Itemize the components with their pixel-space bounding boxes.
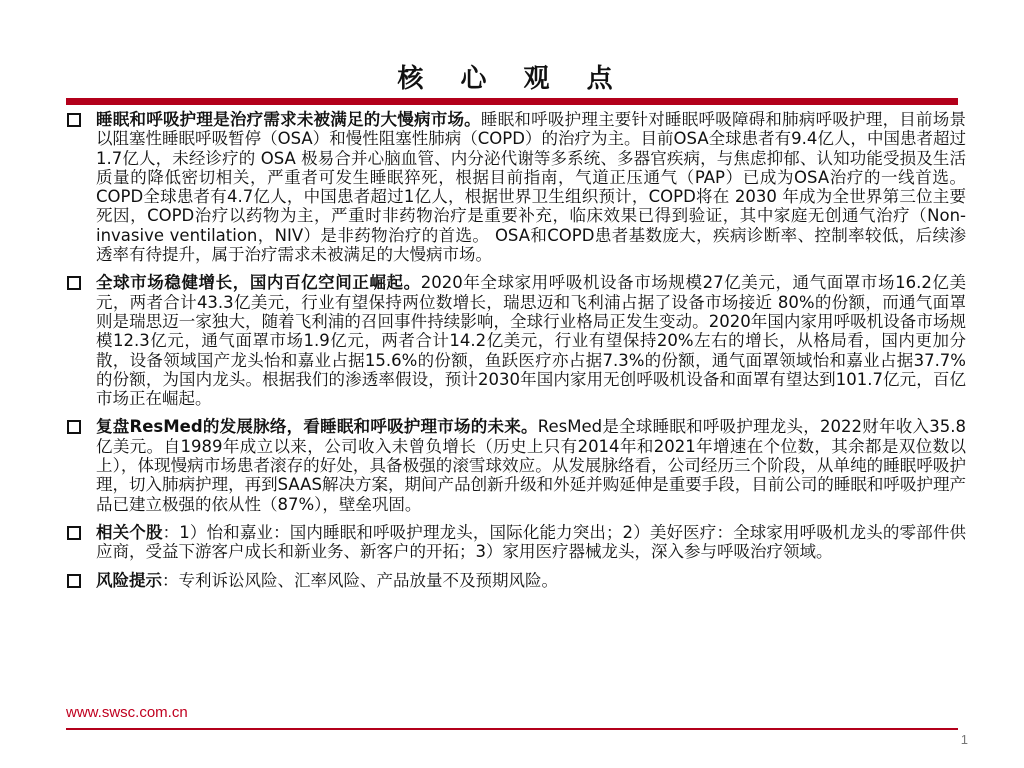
- bullet-item: [66, 417, 966, 513]
- checkbox-square-icon: [67, 574, 81, 588]
- checkbox-square-icon: [67, 526, 81, 540]
- footer-divider: [66, 728, 958, 730]
- bullet-title: 全球市场稳健增长，国内百亿空间正崛起。: [96, 273, 421, 293]
- bullet-body: 睡眠和呼吸护理主要针对睡眠呼吸障碍和肺病呼吸护理，目前场景以阻塞性睡眠呼吸暂停（OSA）和慢性阻塞性肺病（COPD）的治疗为主。目前OSA全球患者有9.4亿人，中国患者超过1.7亿人，未经诊疗的 OSA 极易合并心脑血管、内分泌代谢等多系统、多器官疾病，与焦虑抑郁、认知功能受损及生活质量的降低密切相关，严重者可发生睡眠猝死，根据目前指南，气道正压通气（PAP）已成为OSA治疗的一线首选。COPD全球患者有4.7亿人，中国患者超过1亿人，根据世界卫生组织预计，COPD将在 2030 年成为全世界第三位主要死因，COPD治疗以药物为主，严重时非药物治疗是重要补充，临床效果已得到验证，其中家庭无创通气治疗（Non-invasive ventilation，NIV）是非药物治疗的首选。 OSA和COPD患者基数庞大，疾病诊断率、控制率较低，后续渗透率有待提升，属于治疗需求未被满足的大慢病市场。: [96, 110, 967, 265]
- bullet-body: ：1）怡和嘉业：国内睡眠和呼吸护理龙头，国际化能力突出；2）美好医疗：全球家用呼吸机龙头的零部件供应商，受益下游客户成长和新业务、新客户的开拓；3）家用医疗器械龙头，深入参与呼吸治疗领域。: [96, 522, 967, 562]
- bullet-title: 风险提示: [96, 570, 162, 590]
- footer-website-link[interactable]: www.swsc.com.cn: [66, 704, 188, 721]
- bullet-title: 睡眠和呼吸护理是治疗需求未被满足的大慢病市场。: [96, 110, 481, 129]
- bullet-body: ResMed是全球睡眠和呼吸护理龙头，2022财年收入35.8亿美元。自1989年成立以来，公司收入未曾负增长（历史上只有2014年和2021年增速在个位数，其余都是双位数以上），体现慢病市场患者滚存的好处，具备极强的滚雪球效应。从发展脉络看，公司经历三个阶段，从单纯的睡眠呼吸护理，切入肺病护理，再到SAAS解决方案，期间产品创新升级和外延并购延伸是重要手段，目前公司的睡眠和呼吸护理产品已建立极强的依从性（87%），壁垒巩固。: [96, 417, 967, 514]
- bullet-title: 相关个股: [96, 522, 163, 542]
- bullet-item: [66, 110, 966, 264]
- page-title: 核 心 观 点: [397, 64, 627, 94]
- checkbox-square-icon: [67, 420, 81, 434]
- bullet-title: 复盘ResMed的发展脉络，看睡眠和呼吸护理市场的未来。: [96, 417, 538, 437]
- bullet-item: [66, 523, 966, 562]
- checkbox-square-icon: [67, 276, 81, 290]
- page-number: 1: [960, 732, 968, 747]
- checkbox-square-icon: [67, 113, 81, 127]
- bullet-item: [66, 273, 966, 408]
- bullet-item: [66, 571, 966, 590]
- bullet-body: ：专利诉讼风险、汇率风险、产品放量不及预期风险。: [162, 570, 558, 590]
- title-divider: [66, 98, 958, 105]
- key-points-list: [66, 110, 966, 599]
- bullet-body: 2020年全球家用呼吸机设备市场规模27亿美元，通气面罩市场16.2亿美元，两者合计43.3亿美元，行业有望保持两位数增长，瑞思迈和飞利浦占据了设备市场接近 80%的份额，而通气面罩则是瑞思迈一家独大，随着飞利浦的召回事件持续影响，全球行业格局正发生变动。2020年国内家用呼吸机设备市场规模12.3亿元，通气面罩市场1.9亿元，两者合计14.2亿美元，行业有望保持20%左右的增长，从格局看，国内更加分散，设备领域国产龙头怡和嘉业占据15.6%的份额，鱼跃医疗亦占据7.3%的份额，通气面罩领域怡和嘉业占据37.7%的份额，为国内龙头。根据我们的渗透率假设，预计2030年国内家用无创呼吸机设备和面罩有望达到101.7亿元，百亿市场正在崛起。: [96, 273, 967, 409]
